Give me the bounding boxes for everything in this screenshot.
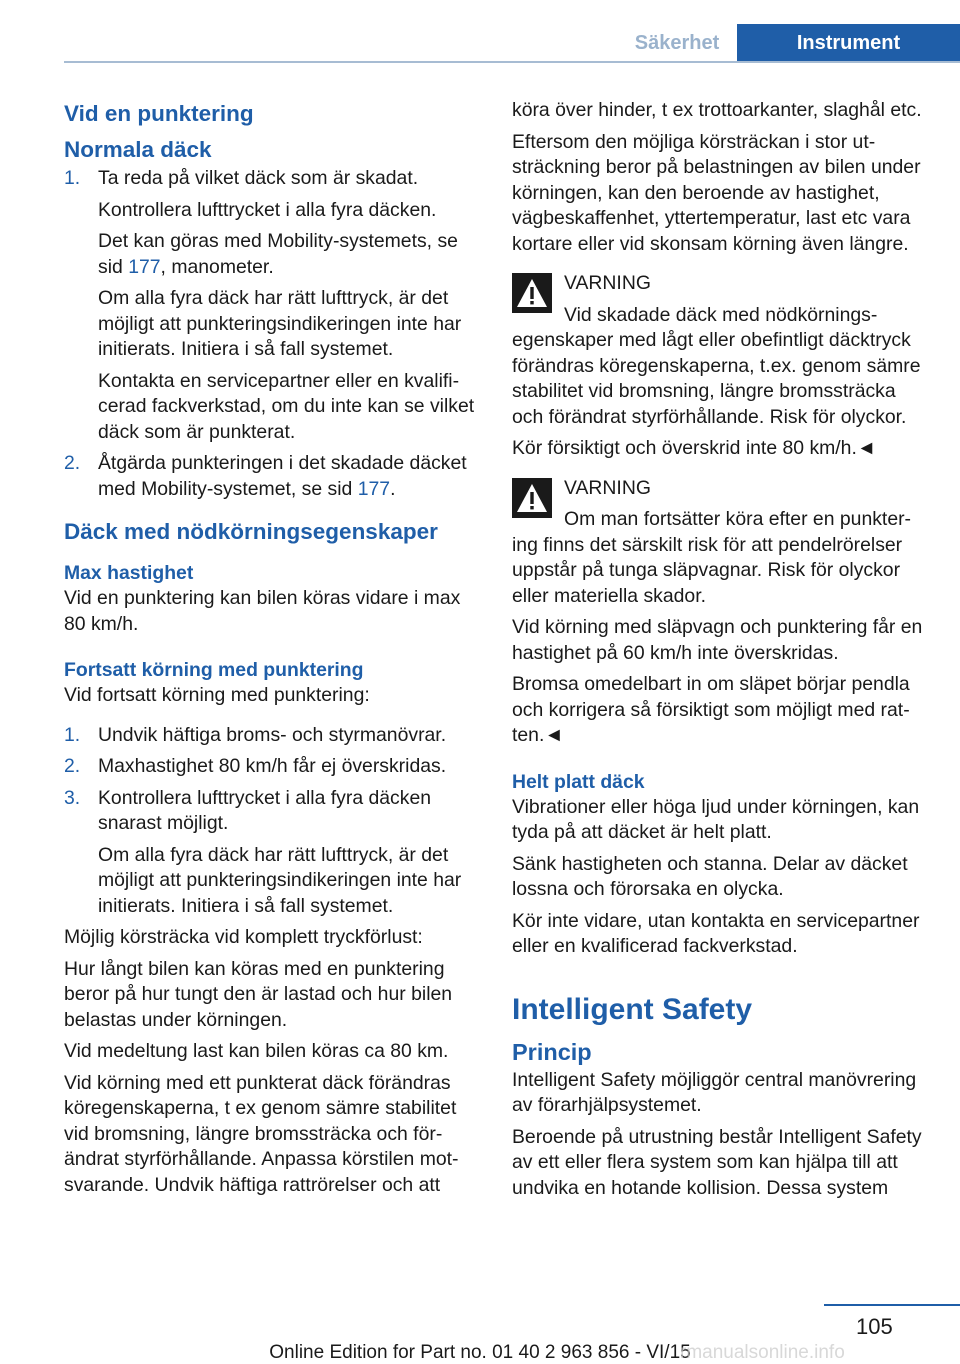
paragraph: Hur långt bilen kan köras med en punktering beror på hur tungt den är lastad och hur bilen belastas under körningen. bbox=[64, 957, 453, 1031]
page-reference-link[interactable]: 177 bbox=[357, 477, 391, 500]
warning-icon bbox=[512, 273, 552, 313]
heading-normal-tires: Normala däck bbox=[64, 137, 212, 162]
paragraph: Intelligent Safety möjliggör central manövrering av förarhjälpsystemet. bbox=[512, 1068, 917, 1116]
paragraph: Kör inte vidare, utan kontakta en servicepartner eller en kvalificerad fackverkstad. bbox=[512, 909, 920, 957]
list-text: Om alla fyra däck har rätt lufttryck, är det möjligt att punkteringsindikeringen inte har initierats. Initiera i så fall systemet. bbox=[98, 287, 462, 360]
chapter-tab[interactable]: Instrument bbox=[737, 24, 960, 62]
list-text: Åtgärda punkteringen i det skadade däcket med Mobility-systemet, se sid 177. bbox=[98, 452, 467, 500]
list-text: Ta reda på vilket däck som är skadat. bbox=[98, 167, 419, 189]
edition-text: Online Edition for Part no. 01 40 2 963 856 - VI/15 bbox=[269, 1342, 691, 1363]
list-text: Kontrollera lufttrycket i alla fyra däcken. bbox=[98, 198, 437, 221]
header-divider bbox=[64, 61, 960, 63]
paragraph: Vid medeltung last kan bilen köras ca 80 km. bbox=[64, 1040, 449, 1062]
watermark: rmanualsonline.info bbox=[680, 1342, 845, 1363]
heading-intelligent-safety: Intelligent Safety bbox=[512, 992, 753, 1026]
list-item bbox=[64, 786, 484, 920]
paragraph: Sänk hastigheten och stanna. Delar av däcket lossna och förorsaka en olycka. bbox=[512, 852, 908, 900]
warning-title: VARNING bbox=[564, 476, 651, 499]
list-text: Maxhastighet 80 km/h får ej överskridas. bbox=[98, 755, 447, 777]
list-number: 1. bbox=[64, 167, 81, 189]
warning-block bbox=[512, 476, 932, 749]
list-text: Om alla fyra däck har rätt lufttryck, är det möjligt att punkteringsindikeringen inte har initierats. Initiera i så fall systemet. bbox=[98, 843, 462, 917]
paragraph: Beroende på utrustning består Intelligent Safety av ett eller flera system som kan hjälpa till att undvika en hotande kollision. Dessa system bbox=[512, 1125, 922, 1199]
paragraph: Vid körning med ett punkterat däck förändras köregenskaperna, t ex genom sämre stabilitet vid bromsning, längre bromssträcka och förändrat styrförhållande. Anpassa körstilen motsvarande. Undvik häftiga rattrörelser och att bbox=[64, 1071, 459, 1196]
list-text: Kontakta en servicepartner eller en kvalificerad fackverkstad, om du inte kan se vilket däck som är punkterat. bbox=[98, 369, 475, 443]
list-text: Kontrollera lufttrycket i alla fyra däcken snarast möjligt. bbox=[98, 786, 432, 834]
heading-continued-driving: Fortsatt körning med punktering bbox=[64, 659, 364, 681]
list-number: 2. bbox=[64, 755, 81, 777]
warning-text: Bromsa omedelbart in om släpet börjar pendla och korrigera så försiktigt som möjligt med ratten.◄ bbox=[512, 673, 910, 746]
heading-flat-tire: Helt platt däck bbox=[512, 770, 645, 793]
paragraph: Vid en punktering kan bilen köras vidare i max 80 km/h. bbox=[64, 587, 461, 635]
footer-divider bbox=[824, 1304, 960, 1306]
right-column bbox=[512, 98, 932, 1207]
section-tab[interactable]: Säkerhet bbox=[634, 32, 720, 54]
page-footer bbox=[0, 1300, 960, 1362]
warning-text: egenskaper med lågt eller obefintligt däcktryck förändras köregenskaperna, t.ex. genom sämre stabilitet vid bromsning, längre bromssträcka och förändrat styrförhållande. Risk för olyckor. bbox=[512, 329, 921, 428]
page-header bbox=[0, 0, 960, 64]
list-number: 2. bbox=[64, 452, 81, 474]
paragraph: Vid fortsatt körning med punktering: bbox=[64, 684, 370, 706]
left-column bbox=[64, 98, 484, 1204]
warning-block bbox=[512, 271, 932, 462]
paragraph: Möjlig körsträcka vid komplett tryckförlust: bbox=[64, 926, 423, 948]
paragraph: Eftersom den möjliga körsträckan i stor utsträckning beror på belastningen av bilen under körningen, kan den beroende av hastighet, vägbeskaffenhet, yttertemperatur, last etc vara kortare eller vid skonsam körning även längre. bbox=[512, 130, 921, 255]
warning-text: Vid skadade däck med nödkörnings- bbox=[564, 303, 878, 326]
warning-title: VARNING bbox=[564, 272, 651, 294]
warning-icon bbox=[512, 478, 552, 518]
heading-puncture: Vid en punktering bbox=[64, 101, 254, 126]
warning-text: ing finns det särskilt risk för att pendelrörelser uppstår på tunga släpvagnar. Risk för olyckor eller materiella skador. bbox=[512, 533, 903, 607]
heading-max-speed: Max hastighet bbox=[64, 562, 194, 584]
heading-runflat: Däck med nödkörningsegenskaper bbox=[64, 519, 438, 544]
warning-text: Om man fortsätter köra efter en punkter- bbox=[564, 508, 912, 530]
page-number: 105 bbox=[856, 1314, 893, 1339]
list-number: 1. bbox=[64, 723, 81, 746]
list-item bbox=[64, 754, 484, 780]
list-item bbox=[64, 451, 484, 502]
paragraph: köra över hinder, t ex trottoarkanter, slaghål etc. bbox=[512, 99, 922, 121]
warning-text: Vid körning med släpvagn och punktering får en hastighet på 60 km/h inte överskridas. bbox=[512, 616, 923, 664]
list-item bbox=[64, 166, 484, 445]
list-item bbox=[64, 723, 484, 749]
list-text: Undvik häftiga broms- och styrmanövrar. bbox=[98, 723, 447, 746]
page-reference-link[interactable]: 177 bbox=[128, 255, 161, 278]
paragraph: Vibrationer eller höga ljud under körningen, kan tyda på att däcket är helt platt. bbox=[512, 795, 920, 843]
heading-principle: Princip bbox=[512, 1038, 592, 1065]
list-number: 3. bbox=[64, 786, 81, 809]
warning-text: Kör försiktigt och överskrid inte 80 km/h.◄ bbox=[512, 437, 877, 459]
list-text: Det kan göras med Mobility-systemets, se sid 177, manometer. bbox=[98, 230, 458, 278]
